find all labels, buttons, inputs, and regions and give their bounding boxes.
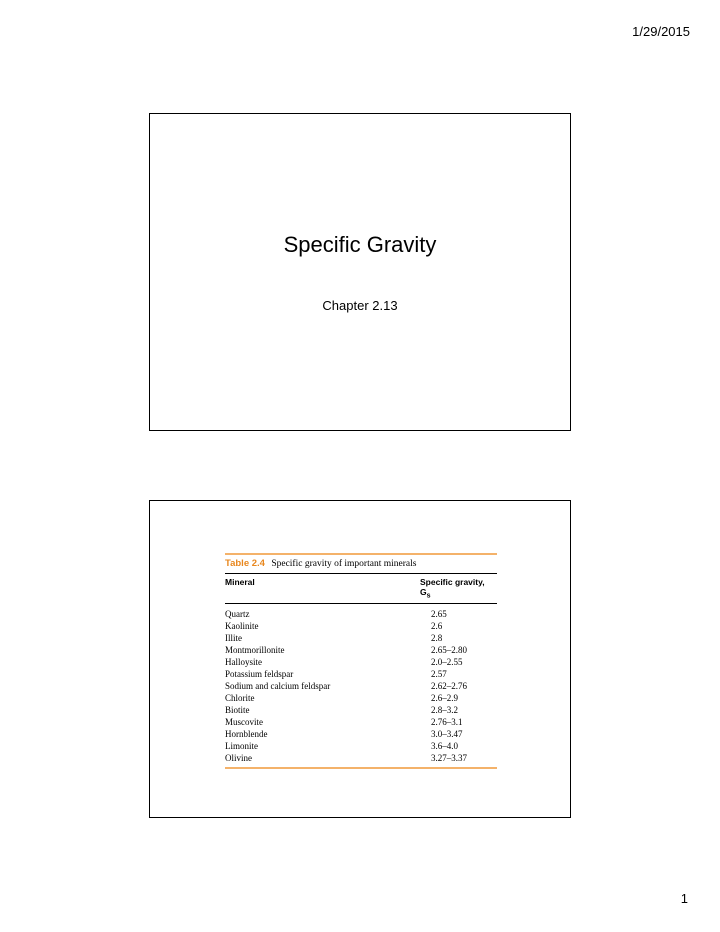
mineral-name: Muscovite — [225, 716, 263, 727]
slide-title-heading: Specific Gravity — [283, 232, 437, 257]
specific-gravity-value: 2.0–2.55 — [431, 656, 463, 667]
specific-gravity-value: 2.65 — [431, 608, 447, 619]
specific-gravity-value: 2.8–3.2 — [431, 704, 458, 715]
col-header-gravity-text: Specific gravity, G — [420, 577, 485, 597]
mineral-name: Olivine — [225, 752, 252, 763]
mineral-name: Sodium and calcium feldspar — [225, 680, 331, 691]
specific-gravity-value: 2.65–2.80 — [431, 644, 467, 655]
table-row — [225, 608, 497, 620]
table-row — [225, 680, 497, 692]
table-body — [225, 608, 497, 767]
specific-gravity-value: 2.6 — [431, 620, 443, 631]
table-row — [225, 728, 497, 740]
table-caption-text: Specific gravity of important minerals — [271, 559, 417, 569]
mineral-name: Potassium feldspar — [225, 668, 294, 679]
table-number: Table 2.4 — [225, 558, 265, 569]
specific-gravity-value: 3.6–4.0 — [431, 740, 458, 751]
slide-title — [149, 113, 571, 431]
table-bottom-rule — [225, 767, 497, 769]
specific-gravity-value: 2.76–3.1 — [431, 716, 463, 727]
table-row — [225, 740, 497, 752]
col-header-gravity-sub: s — [426, 591, 431, 600]
table-caption — [225, 555, 497, 573]
table-row — [225, 620, 497, 632]
specific-gravity-value: 2.6–2.9 — [431, 692, 458, 703]
col-header-gravity — [420, 577, 497, 600]
specific-gravity-value: 2.8 — [431, 632, 443, 643]
mineral-name: Limonite — [225, 740, 258, 751]
table-row — [225, 716, 497, 728]
table-row — [225, 656, 497, 668]
page-number: 1 — [680, 891, 688, 906]
print-date: 1/29/2015 — [632, 24, 690, 39]
mineral-name: Biotite — [225, 704, 250, 715]
slide-table — [149, 500, 571, 818]
mineral-name: Chlorite — [225, 692, 255, 703]
specific-gravity-value: 2.57 — [431, 668, 447, 679]
table-row — [225, 704, 497, 716]
mineral-table — [225, 553, 497, 769]
table-header — [225, 574, 497, 603]
table-row — [225, 692, 497, 704]
table-row — [225, 644, 497, 656]
mineral-name: Illite — [225, 632, 242, 643]
mineral-name: Hornblende — [225, 728, 268, 739]
col-header-mineral: Mineral — [225, 577, 255, 587]
mineral-name: Kaolinite — [225, 620, 259, 631]
specific-gravity-value: 2.62–2.76 — [431, 680, 467, 691]
table-header-bottom-rule — [225, 603, 497, 604]
table-row — [225, 668, 497, 680]
mineral-name: Quartz — [225, 608, 250, 619]
specific-gravity-value: 3.27–3.37 — [431, 752, 467, 763]
slide-subtitle: Chapter 2.13 — [322, 298, 398, 313]
table-row — [225, 632, 497, 644]
specific-gravity-value: 3.0–3.47 — [431, 728, 463, 739]
table-row — [225, 752, 497, 764]
mineral-name: Montmorillonite — [225, 644, 285, 655]
mineral-name: Halloysite — [225, 656, 262, 667]
